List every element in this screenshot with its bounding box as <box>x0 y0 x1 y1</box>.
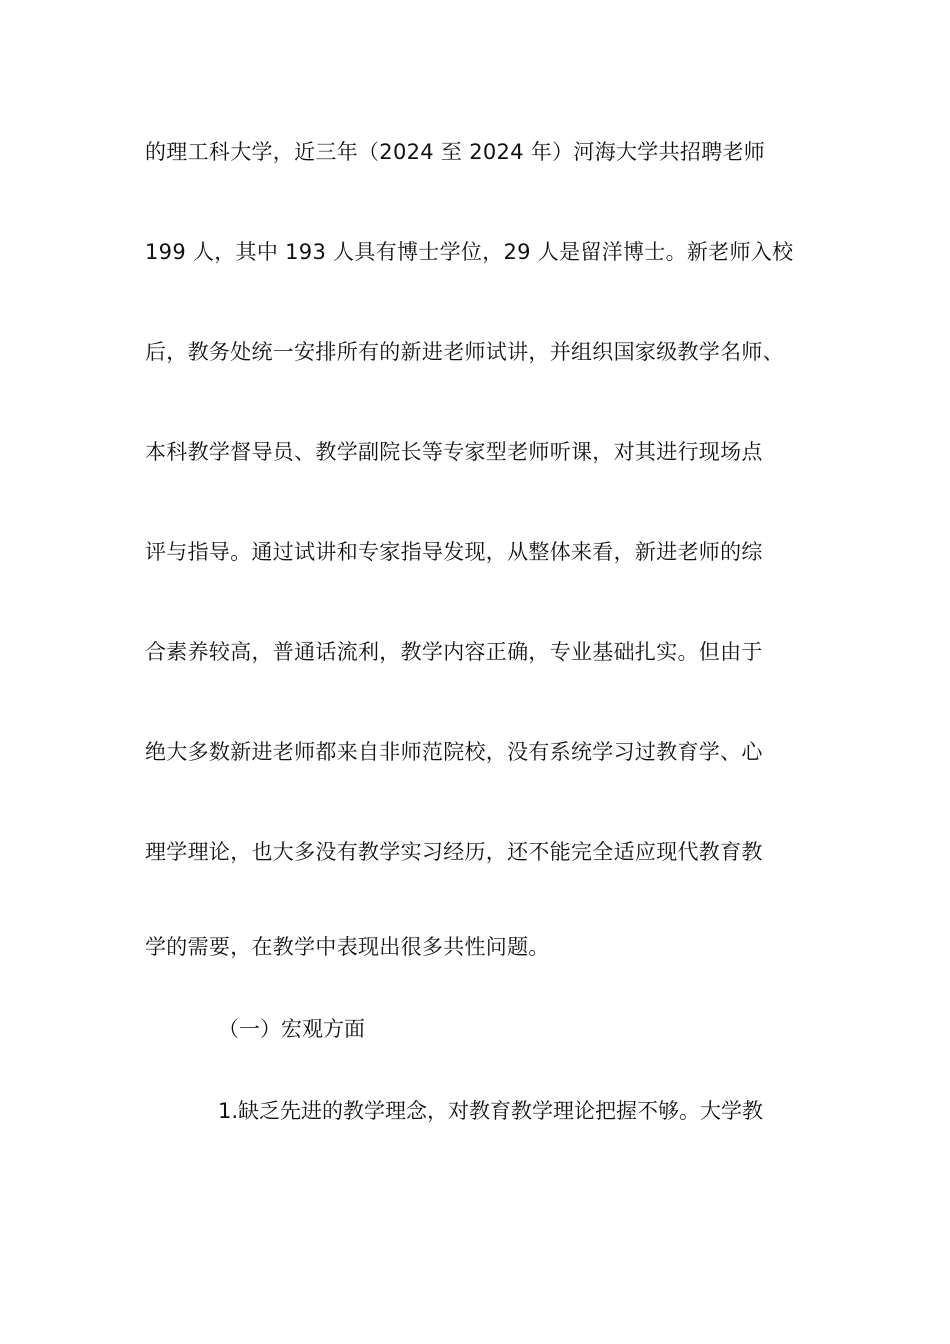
paragraph-line-2: 199 人，其中 193 人具有博士学位，29 人是留洋博士。新老师入校 <box>145 240 794 264</box>
paragraph-line-8: 理学理论，也大多没有教学实习经历，还不能完全适应现代教育教 <box>145 840 763 864</box>
section-heading: （一）宏观方面 <box>218 1017 365 1041</box>
paragraph-line-3: 后，教务处统一安排所有的新进老师试讲，并组织国家级教学名师、 <box>145 340 784 364</box>
paragraph-line-1: 的理工科大学，近三年（2024 至 2024 年）河海大学共招聘老师 <box>145 140 766 164</box>
paragraph-line-7: 绝大多数新进老师都来自非师范院校，没有系统学习过教育学、心 <box>145 740 763 764</box>
paragraph-line-4: 本科教学督导员、教学副院长等专家型老师听课，对其进行现场点 <box>145 440 763 464</box>
list-item-1: 1.缺乏先进的教学理念，对教育教学理论把握不够。大学教 <box>218 1099 764 1123</box>
paragraph-line-9: 学的需要，在教学中表现出很多共性问题。 <box>145 935 550 959</box>
paragraph-line-5: 评与指导。通过试讲和专家指导发现，从整体来看，新进老师的综 <box>145 540 763 564</box>
paragraph-line-6: 合素养较高，普通话流利，教学内容正确，专业基础扎实。但由于 <box>145 640 763 664</box>
